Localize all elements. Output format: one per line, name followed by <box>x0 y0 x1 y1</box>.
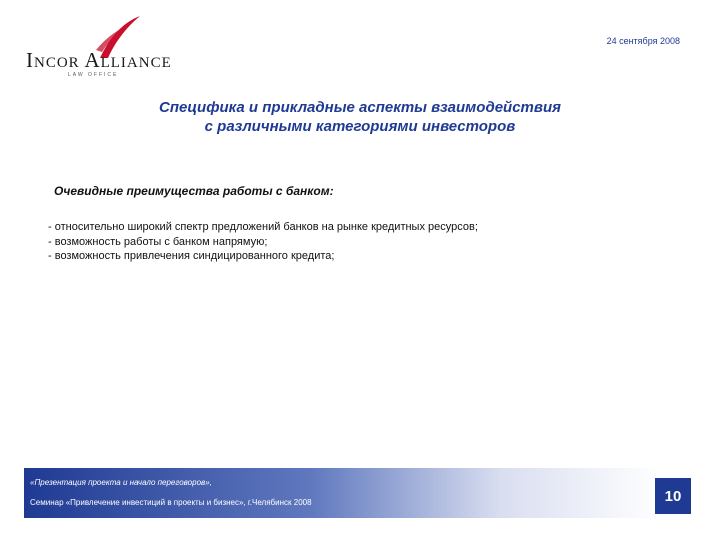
section-subtitle: Очевидные преимущества работы с банком: <box>54 184 334 198</box>
footer-presentation-title: «Презентация проекта и начало переговоров», <box>30 478 212 487</box>
list-item: - относительно широкий спектр предложений банков на рынке кредитных ресурсов; <box>48 221 478 233</box>
slide-title-line-2: с различными категориями инвесторов <box>204 118 516 135</box>
footer-bar <box>24 468 660 518</box>
company-logo <box>24 14 184 78</box>
bullet-list <box>48 220 478 264</box>
footer-seminar-info: Семинар «Привлечение инвестиций в проекты и бизнес», г.Челябинск 2008 <box>30 498 312 507</box>
logo-subtitle: LAW OFFICE <box>68 72 119 78</box>
list-item: - возможность работы с банком напрямую; <box>48 235 268 248</box>
slide-date: 24 сентября 2008 <box>606 36 680 46</box>
page-number: 10 <box>655 478 691 514</box>
list-item: - возможность привлечения синдицированного кредита; <box>48 250 335 262</box>
slide-title-line-1: Специфика и прикладные аспекты взаимодействия <box>159 99 561 116</box>
logo-wordmark: INCOR ALLIANCE <box>26 48 172 72</box>
slide-title <box>60 98 660 136</box>
